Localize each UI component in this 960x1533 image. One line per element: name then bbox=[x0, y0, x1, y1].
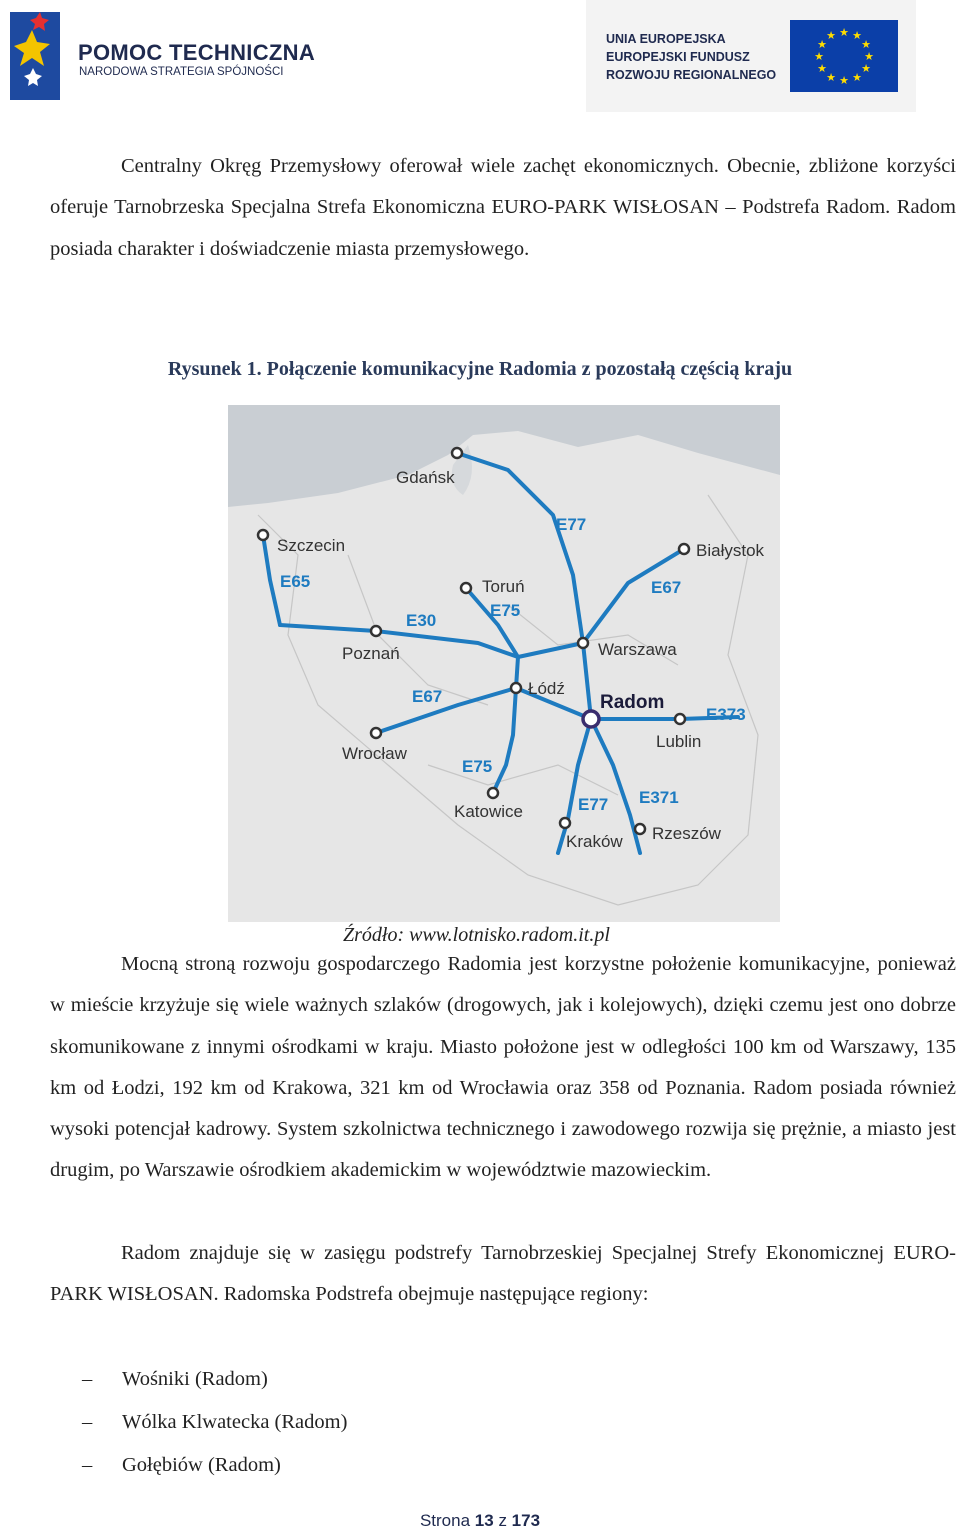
svg-text:★: ★ bbox=[852, 30, 862, 42]
city-label-torun: Toruń bbox=[482, 577, 525, 596]
city-dot-gdansk bbox=[452, 448, 462, 458]
svg-text:★: ★ bbox=[817, 39, 827, 51]
city-dot-szczecin bbox=[258, 530, 268, 540]
city-label-lodz: Łódź bbox=[528, 679, 565, 698]
city-dot-radom bbox=[583, 711, 599, 727]
city-label-krakow: Kraków bbox=[566, 832, 623, 851]
road-label-e373: E373 bbox=[706, 705, 746, 724]
list-dash: – bbox=[82, 1454, 93, 1476]
road-label-e371: E371 bbox=[639, 788, 679, 807]
city-dot-lodz bbox=[511, 683, 521, 693]
region-list bbox=[82, 1361, 347, 1490]
svg-text:★: ★ bbox=[839, 27, 849, 39]
transport-map bbox=[228, 405, 780, 922]
road-label-e30: E30 bbox=[406, 611, 437, 630]
figure-source: Źródło: www.lotnisko.radom.it.pl bbox=[343, 924, 610, 946]
paragraph-subzone: Radom znajduje się w zasięgu podstrefy Tarnobrzeskiej Specjalnej Strefy Ekonomicznej EURO-PARK WISŁOSAN. Radomska Podstrefa obejmuje następujące regiony: bbox=[50, 1242, 956, 1306]
road-label-e75-north: E75 bbox=[490, 601, 521, 620]
city-label-szczecin: Szczecin bbox=[277, 536, 346, 555]
city-dot-torun bbox=[461, 583, 471, 593]
city-dot-warszawa bbox=[578, 638, 588, 648]
figure-caption: Rysunek 1. Połączenie komunikacyjne Radomia z pozostałą częścią kraju bbox=[167, 358, 793, 380]
svg-text:★: ★ bbox=[817, 63, 827, 75]
city-label-lublin: Lublin bbox=[656, 732, 702, 751]
footer-prefix: Strona bbox=[419, 1511, 471, 1530]
svg-text:★: ★ bbox=[814, 51, 824, 63]
paragraph-intro: Centralny Okręg Przemysłowy oferował wiele zachęt ekonomicznych. Obecnie, zbliżone korzyści oferuje Tarnobrzeska Specjalna Strefa Ekonomiczna EURO-PARK WISŁOSAN – Podstrefa Radom. Radom posiada charakter i doświadczenie miasta przemysłowego. bbox=[50, 155, 956, 260]
road-label-e65: E65 bbox=[280, 572, 311, 591]
eu-flag-icon bbox=[790, 20, 898, 92]
road-label-e77-south: E77 bbox=[578, 795, 609, 814]
paragraph-location: Mocną stroną rozwoju gospodarczego Radomia jest korzystne położenie komunikacyjne, ponieważ w mieście krzyżuje się wiele ważnych szlaków (drogowych, jak i kolejowych), dzięki czemu jest ono dobrze skomunikowane z innymi ośrodkami w kraju. Miasto położone jest w odległości 100 km od Warszawy, 135 km od Łodzi, 192 km od Krakowa, 321 km od Wrocławia oraz 358 od Poznania. Radom posiada również wysoki potencjał kadrowy. System szkolnictwa technicznego i zawodowego rozwija się prężnie, a miasto jest drugim, po Warszawie ośrodkiem akademickim w województwie mazowieckim. bbox=[50, 953, 956, 1182]
eu-logo-line1: UNIA EUROPEJSKA bbox=[606, 32, 726, 46]
city-dot-wroclaw bbox=[371, 728, 381, 738]
svg-text:★: ★ bbox=[826, 30, 836, 42]
list-dash: – bbox=[82, 1411, 93, 1433]
city-dot-katowice bbox=[488, 788, 498, 798]
list-dash: – bbox=[82, 1368, 93, 1390]
svg-text:★: ★ bbox=[852, 72, 862, 84]
city-label-warszawa: Warszawa bbox=[598, 640, 677, 659]
star-emblem-icon bbox=[4, 6, 74, 106]
city-label-katowice: Katowice bbox=[454, 802, 523, 821]
list-item bbox=[82, 1361, 347, 1404]
svg-text:★: ★ bbox=[864, 51, 874, 63]
city-label-rzeszow: Rzeszów bbox=[652, 824, 721, 843]
city-label-bialystok: Białystok bbox=[696, 541, 765, 560]
city-label-poznan: Poznań bbox=[342, 644, 400, 663]
city-dot-rzeszow bbox=[635, 824, 645, 834]
footer-page: 13 bbox=[474, 1511, 494, 1530]
svg-text:★: ★ bbox=[839, 75, 849, 87]
footer-sep: z bbox=[498, 1511, 507, 1530]
city-dot-poznan bbox=[371, 626, 381, 636]
road-label-e77-north: E77 bbox=[556, 515, 587, 534]
list-item bbox=[82, 1404, 347, 1447]
list-item bbox=[82, 1447, 347, 1490]
svg-text:★: ★ bbox=[861, 63, 871, 75]
city-label-wroclaw: Wrocław bbox=[342, 744, 407, 763]
road-label-e67-w: E67 bbox=[412, 687, 443, 706]
pomoc-techniczna-logo bbox=[0, 0, 330, 110]
road-label-e75-south: E75 bbox=[462, 757, 493, 776]
svg-text:★: ★ bbox=[826, 72, 836, 84]
eu-logo-line3: ROZWOJU REGIONALNEGO bbox=[606, 68, 777, 82]
list-item-text: Wośniki (Radom) bbox=[122, 1368, 268, 1390]
city-label-gdansk: Gdańsk bbox=[396, 468, 455, 487]
city-dot-krakow bbox=[560, 818, 570, 828]
page-footer bbox=[0, 1511, 960, 1531]
road-label-e67-ne: E67 bbox=[651, 578, 682, 597]
city-label-radom: Radom bbox=[600, 692, 665, 713]
city-dot-lublin bbox=[675, 714, 685, 724]
svg-text:★: ★ bbox=[861, 39, 871, 51]
left-logo-subtitle: NARODOWA STRATEGIA SPÓJNOŚCI bbox=[79, 66, 284, 78]
eu-logo bbox=[586, 0, 916, 112]
city-dot-bialystok bbox=[679, 544, 689, 554]
footer-total: 173 bbox=[511, 1511, 541, 1530]
list-item-text: Wólka Klwatecka (Radom) bbox=[122, 1411, 348, 1433]
eu-logo-line2: EUROPEJSKI FUNDUSZ bbox=[606, 50, 750, 64]
left-logo-title: POMOC TECHNICZNA bbox=[78, 40, 316, 65]
list-item-text: Gołębiów (Radom) bbox=[122, 1454, 281, 1476]
